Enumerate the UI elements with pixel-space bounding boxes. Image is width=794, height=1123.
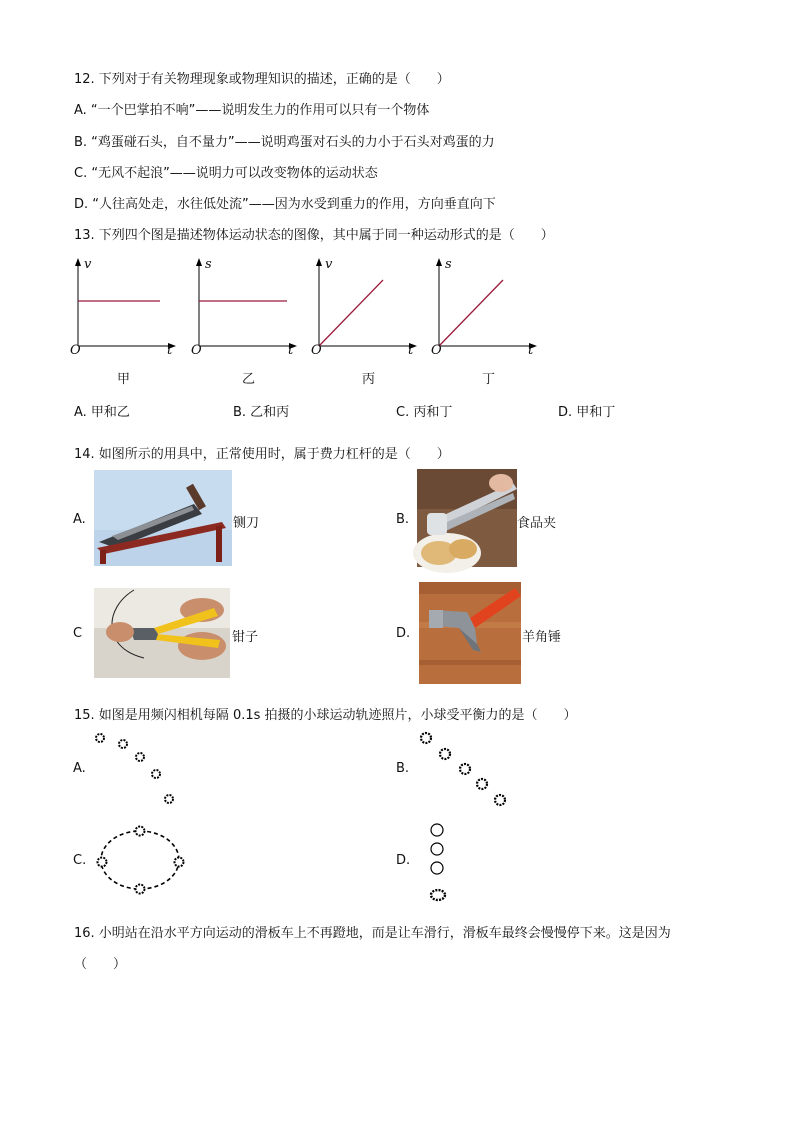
graph-yi-origin: O (191, 343, 202, 358)
graph-yi-name: 乙 (242, 372, 256, 387)
q12-option-b: B. “鸡蛋碰石头，自不量力”——说明鸡蛋对石头的力小于石头对鸡蛋的力 (74, 135, 495, 150)
q14-option-b-name: 食品夹 (517, 516, 557, 531)
q15-option-b-letter: B. (396, 761, 410, 776)
graph-yi-x-label: t (288, 343, 294, 358)
q16-stem-cont: （ ） (74, 957, 127, 972)
q16-stem: 16. 小明站在沿水平方向运动的滑板车上不再蹬地，而是让车滑行，滑板车最终会慢慢停下来。这是因为 (74, 926, 671, 941)
graph-ding (429, 258, 539, 353)
graph-jia-x-label: t (167, 343, 173, 358)
trajectory-b (414, 728, 514, 810)
graph-bing-origin: O (311, 343, 322, 358)
graph-jia (68, 258, 178, 353)
q14-stem: 14. 如图所示的用具中，正常使用时，属于费力杠杆的是（ ） (74, 447, 450, 462)
graph-ding-name: 丁 (482, 372, 496, 387)
q13-stem: 13. 下列四个图是描述物体运动状态的图像，其中属于同一种运动形式的是（ ） (74, 228, 554, 243)
graph-ding-line (439, 280, 503, 346)
graph-ding-x-label: t (528, 343, 534, 358)
graph-ding-origin: O (431, 343, 442, 358)
hammer-image (419, 582, 521, 684)
q12-option-a: A. “一个巴掌拍不响”——说明发生力的作用可以只有一个物体 (74, 103, 430, 118)
graph-yi (189, 258, 299, 353)
q13-option-a: A. 甲和乙 (74, 405, 130, 420)
q14-option-d-letter: D. (396, 626, 411, 641)
graph-bing (309, 258, 419, 353)
graph-yi-y-label: s (205, 257, 212, 272)
q14-option-c-letter: C (73, 626, 83, 641)
trajectory-d (424, 818, 454, 904)
q13-option-d: D. 甲和丁 (558, 405, 616, 420)
q12-option-c: C. “无风不起浪”——说明力可以改变物体的运动状态 (74, 166, 378, 181)
q13-option-b: B. 乙和丙 (233, 405, 290, 420)
q12-stem: 12. 下列对于有关物理现象或物理知识的描述，正确的是（ ） (74, 72, 450, 87)
q12-option-d: D. “人往高处走，水往低处流”——因为水受到重力的作用，方向垂直向下 (74, 197, 496, 212)
graph-bing-name: 丙 (362, 372, 376, 387)
graph-bing-x-label: t (408, 343, 414, 358)
graph-ding-y-label: s (445, 257, 452, 272)
q15-option-d-letter: D. (396, 853, 411, 868)
trajectory-c (92, 822, 192, 898)
graph-bing-y-label: v (325, 257, 333, 272)
graph-jia-y-label: v (84, 257, 92, 272)
q14-option-c-name: 钳子 (232, 630, 259, 645)
q14-option-a-letter: A. (73, 512, 86, 527)
q15-option-c-letter: C. (73, 853, 87, 868)
q15-stem: 15. 如图是用频闪相机每隔 0.1s 拍摄的小球运动轨迹照片，小球受平衡力的是（ ） (74, 708, 577, 723)
graph-bing-line (319, 280, 383, 346)
q15-option-a-letter: A. (73, 761, 86, 776)
graph-jia-name: 甲 (117, 372, 131, 387)
q14-option-d-name: 羊角锤 (522, 630, 562, 645)
cutter-image (94, 470, 232, 566)
q13-option-c: C. 丙和丁 (396, 405, 453, 420)
trajectory-a (90, 730, 185, 810)
tongs-image (417, 469, 517, 567)
q14-option-b-letter: B. (396, 512, 410, 527)
q14-option-a-name: 铡刀 (233, 516, 260, 531)
pliers-image (94, 588, 230, 678)
graph-jia-origin: O (70, 343, 81, 358)
